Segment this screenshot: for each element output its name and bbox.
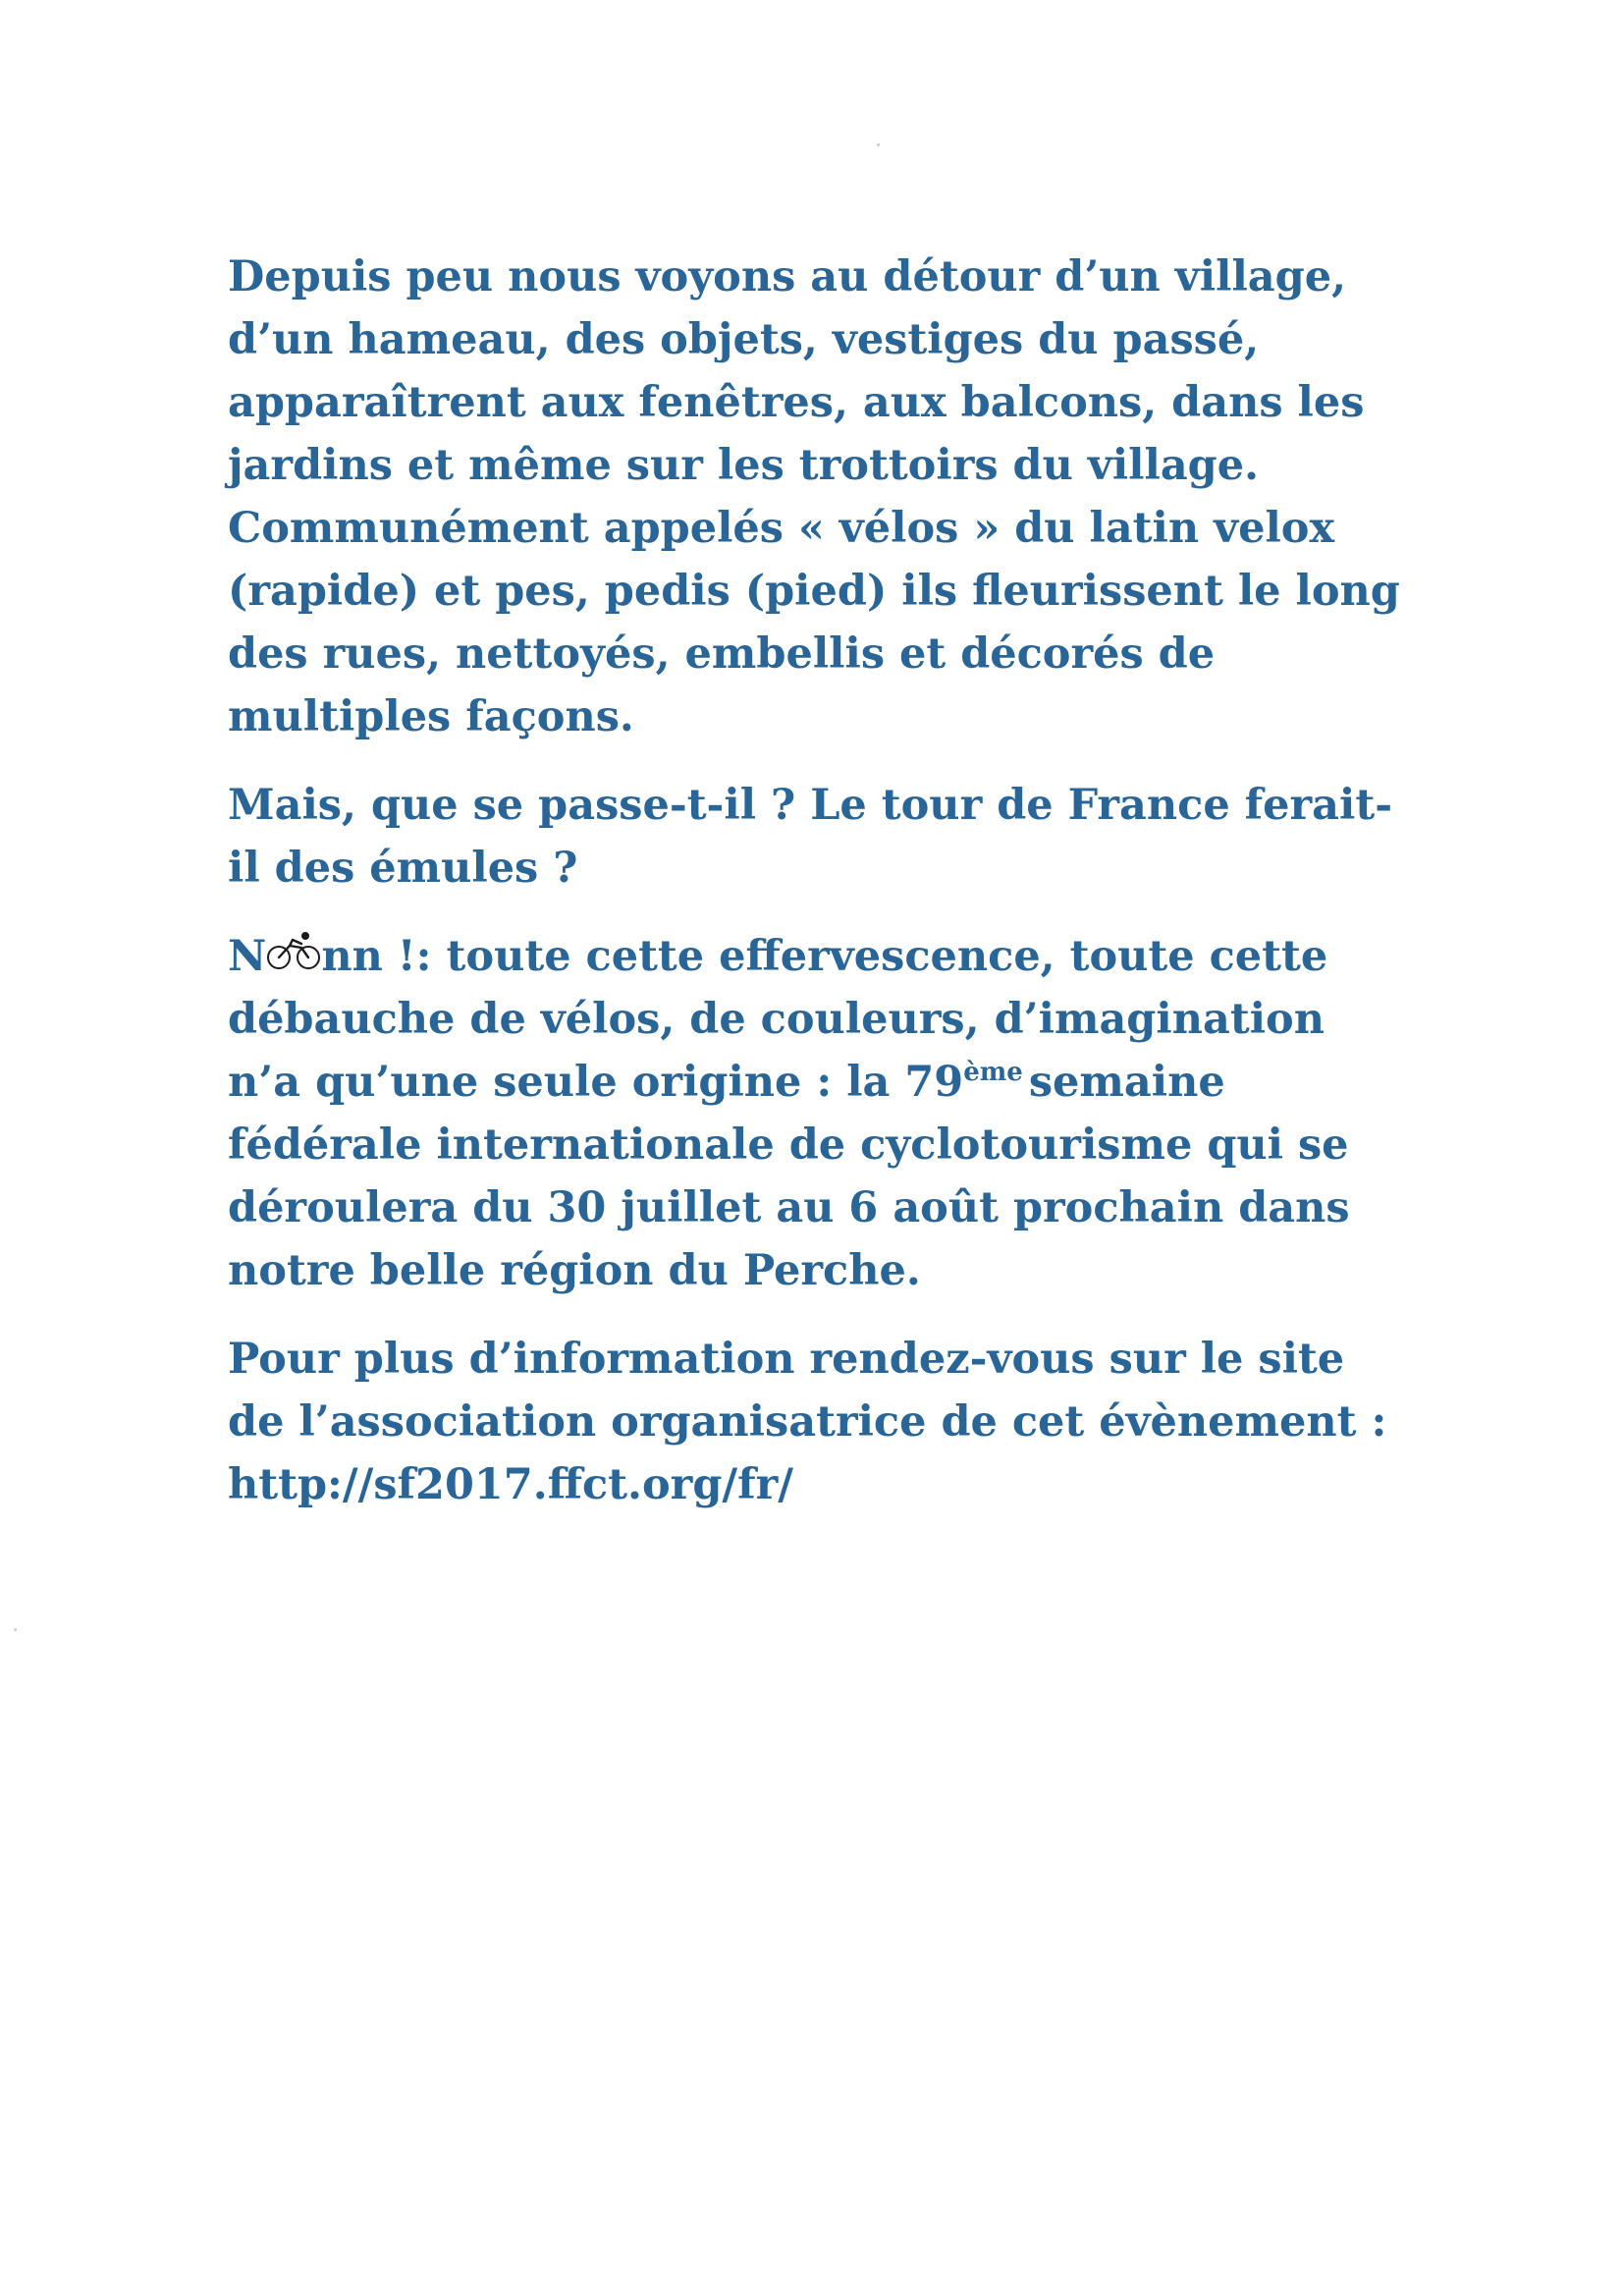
paragraph-question xyxy=(228,774,1435,900)
paragraph-answer xyxy=(228,925,1435,1302)
cyclist-icon xyxy=(266,931,321,974)
text-line: des rues, nettoyés, embellis et décorés de xyxy=(228,629,1216,679)
text-line: il des émules ? xyxy=(228,844,578,893)
text-segment: nn !: toute cette effervescence, toute cette xyxy=(321,932,1328,981)
text-line: Communément appelés « vélos » du latin velox xyxy=(228,504,1335,553)
text-line: déroulera du 30 juillet au 6 août prochain dans xyxy=(228,1183,1350,1232)
paragraph-intro xyxy=(228,246,1435,748)
text-line: d’un hameau, des objets, vestiges du passé, xyxy=(228,315,1260,364)
text-line xyxy=(228,1051,1435,1114)
text-line: de l’association organisatrice de cet évènement : xyxy=(228,1397,1387,1447)
text-line: fédérale internationale de cyclotourisme qui se xyxy=(228,1121,1349,1170)
scan-speck xyxy=(877,143,880,146)
text-line: Pour plus d’information rendez-vous sur le site xyxy=(228,1335,1345,1384)
text-segment: N xyxy=(228,932,267,981)
text-line: apparaîtrent aux fenêtres, aux balcons, dans les xyxy=(228,378,1365,427)
website-link[interactable]: http://sf2017.ffct.org/fr/ xyxy=(228,1460,793,1509)
superscript: ème xyxy=(963,1058,1023,1087)
text-line xyxy=(228,925,1435,988)
text-line: notre belle région du Perche. xyxy=(228,1246,921,1295)
scan-speck xyxy=(14,1628,17,1631)
text-line: débauche de vélos, de couleurs, d’imagination xyxy=(228,995,1325,1044)
text-segment: n’a qu’une seule origine : la 79 xyxy=(228,1058,964,1107)
text-line: Mais, que se passe-t-il ? Le tour de France ferait- xyxy=(228,781,1393,830)
text-line: jardins et même sur les trottoirs du village. xyxy=(228,441,1260,490)
body-text xyxy=(228,246,1435,1542)
paragraph-info xyxy=(228,1328,1435,1516)
text-segment: semaine xyxy=(1028,1058,1225,1107)
text-line: Depuis peu nous voyons au détour d’un village, xyxy=(228,252,1347,301)
text-line: (rapide) et pes, pedis (pied) ils fleurissent le long xyxy=(228,567,1400,616)
text-line: multiples façons. xyxy=(228,692,634,741)
